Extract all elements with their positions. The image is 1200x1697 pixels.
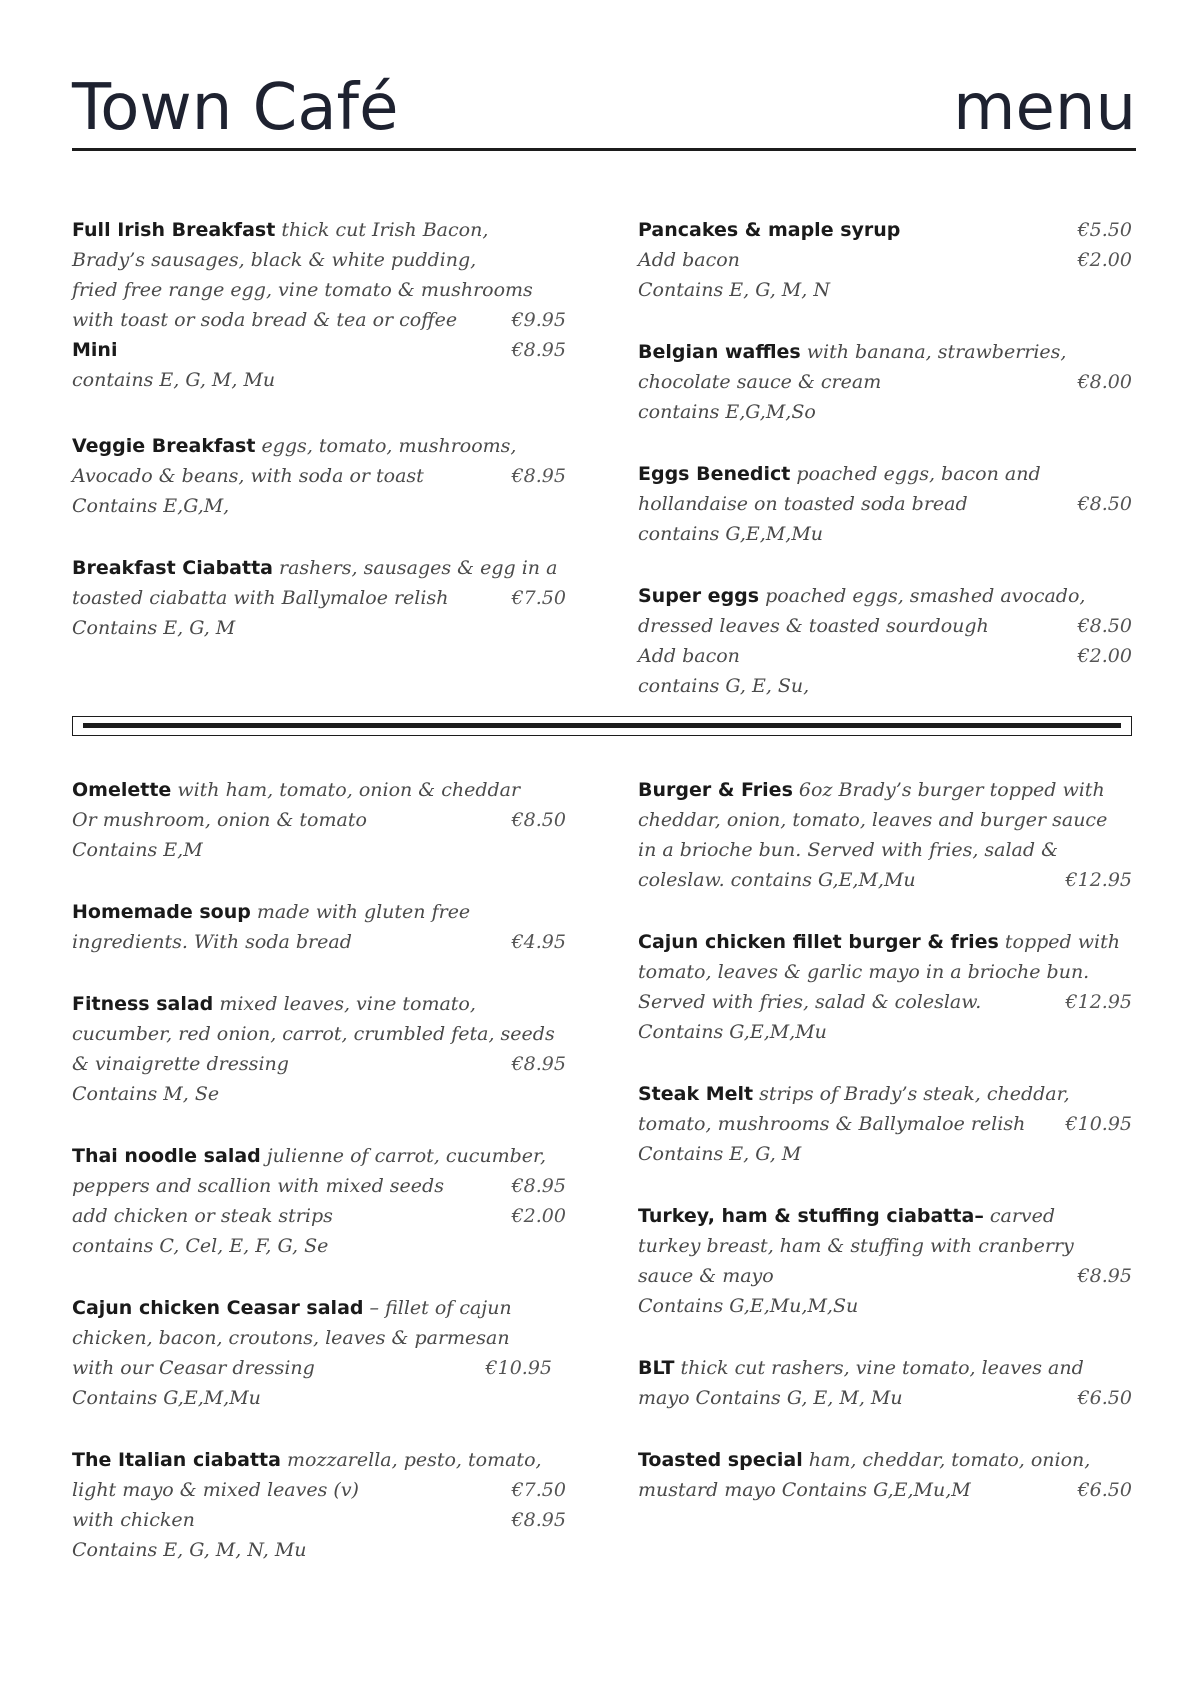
menu-item-homemade-soup	[72, 897, 566, 957]
menu-line	[72, 431, 566, 461]
item-description: ham, cheddar, tomato, onion,	[802, 1449, 1091, 1471]
menu-item-cajun-chicken-burger	[638, 927, 1132, 1047]
item-description: made with gluten free	[250, 901, 471, 923]
item-price: €7.50	[511, 1479, 566, 1501]
menu-line	[72, 1079, 566, 1109]
item-description: Brady’s sausages, black & white pudding,	[72, 249, 477, 271]
menu-item-burger-fries	[638, 775, 1132, 895]
item-price: €6.50	[1077, 1479, 1132, 1501]
item-description: thick cut Irish Bacon,	[275, 219, 489, 241]
item-price: €8.95	[511, 1053, 566, 1075]
menu-line	[72, 1535, 566, 1565]
item-description: cheddar, onion, tomato, leaves and burger sauce	[638, 809, 1108, 831]
item-description: Add bacon	[638, 645, 740, 667]
item-description: hollandaise on toasted soda bread	[638, 493, 968, 515]
item-description: tomato, mushrooms & Ballymaloe relish	[638, 1113, 1026, 1135]
menu-line	[72, 805, 566, 835]
menu-item-thai-noodle-salad	[72, 1141, 566, 1261]
menu-line	[638, 927, 1132, 957]
item-description: poached eggs, smashed avocado,	[759, 585, 1086, 607]
menu-line	[72, 553, 566, 583]
menu-line	[72, 1383, 566, 1413]
menu-line	[638, 275, 1132, 305]
item-description: sauce & mayo	[638, 1265, 774, 1287]
item-description: & vinaigrette dressing	[72, 1053, 289, 1075]
item-description: poached eggs, bacon and	[790, 463, 1041, 485]
menu-line	[72, 1445, 566, 1475]
menu-line	[72, 897, 566, 927]
menu-line	[638, 1261, 1132, 1291]
menu-line	[72, 1323, 566, 1353]
item-price: €8.50	[511, 809, 566, 831]
item-name: Mini	[72, 339, 118, 361]
item-name: Belgian waffles	[638, 341, 801, 363]
item-name: Super eggs	[638, 585, 760, 607]
menu-item-blt	[638, 1353, 1132, 1413]
menu-item-belgian-waffles	[638, 337, 1132, 427]
item-description: Or mushroom, onion & tomato	[72, 809, 367, 831]
menu-line	[638, 641, 1132, 671]
item-description: Contains G,E,Mu,M,Su	[638, 1295, 859, 1317]
menu-item-breakfast-ciabatta	[72, 553, 566, 643]
item-description: Add bacon	[638, 249, 740, 271]
item-description: with banana, strawberries,	[800, 341, 1067, 363]
menu-line	[638, 1231, 1132, 1261]
item-price: €2.00	[1077, 645, 1132, 667]
menu-line	[638, 581, 1132, 611]
menu-line	[638, 1201, 1132, 1231]
menu-line	[638, 671, 1132, 701]
item-price: €9.95	[511, 309, 566, 331]
item-description: dressed leaves & toasted sourdough	[638, 615, 989, 637]
menu-line	[72, 583, 566, 613]
menu-line	[72, 245, 566, 275]
menu-line	[72, 1475, 566, 1505]
menu-line	[72, 1353, 566, 1383]
item-description: contains E, G, M, Mu	[72, 369, 276, 391]
item-description: Contains M, Se	[72, 1083, 220, 1105]
item-name: Turkey, ham & stuffing ciabatta–	[638, 1205, 984, 1227]
item-description: coleslaw. contains G,E,M,Mu	[638, 869, 916, 891]
menu-item-toasted-special	[638, 1445, 1132, 1505]
item-price: €4.95	[511, 931, 566, 953]
menu-item-italian-ciabatta	[72, 1445, 566, 1565]
menu-line	[638, 987, 1132, 1017]
menu-item-veggie-breakfast	[72, 431, 566, 521]
menu-line	[638, 1445, 1132, 1475]
menu-line	[72, 1505, 566, 1535]
item-name: Fitness salad	[72, 993, 214, 1015]
item-description: Contains E,G,M,	[72, 495, 230, 517]
menu-line	[72, 275, 566, 305]
item-description: thick cut rashers, vine tomato, leaves and	[674, 1357, 1084, 1379]
item-description: toasted ciabatta with Ballymaloe relish	[72, 587, 449, 609]
menu-line	[638, 1079, 1132, 1109]
menu-line	[638, 1109, 1132, 1139]
item-description: mixed leaves, vine tomato,	[213, 993, 476, 1015]
item-description: strips of Brady’s steak, cheddar,	[753, 1083, 1070, 1105]
menu-item-omelette	[72, 775, 566, 865]
item-description: add chicken or steak strips	[72, 1205, 333, 1227]
menu-line	[72, 305, 566, 335]
item-description: mozzarella, pesto, tomato,	[280, 1449, 542, 1471]
menu-line	[72, 335, 566, 365]
item-price: €8.95	[511, 1509, 566, 1531]
menu-line	[638, 1291, 1132, 1321]
menu-header	[72, 70, 1136, 151]
menu-item-cajun-ceasar-salad	[72, 1293, 566, 1413]
item-name: Cajun chicken Ceasar salad	[72, 1297, 364, 1319]
menu-line	[72, 613, 566, 643]
item-description: contains C, Cel, E, F, G, Se	[72, 1235, 329, 1257]
item-description: contains E,G,M,So	[638, 401, 816, 423]
item-name: Toasted special	[638, 1449, 803, 1471]
item-description: Contains E, G, M	[638, 1143, 802, 1165]
menu-item-super-eggs	[638, 581, 1132, 701]
item-description: peppers and scallion with mixed seeds	[72, 1175, 444, 1197]
item-description: contains G,E,M,Mu	[638, 523, 824, 545]
item-price: €8.50	[1077, 493, 1132, 515]
item-price: €7.50	[511, 587, 566, 609]
item-description: light mayo & mixed leaves (v)	[72, 1479, 359, 1501]
item-price: €12.95	[1065, 869, 1132, 891]
menu-line	[72, 215, 566, 245]
item-description: chocolate sauce & cream	[638, 371, 882, 393]
item-description: Contains G,E,M,Mu	[638, 1021, 827, 1043]
menu-line	[72, 1231, 566, 1261]
item-price: €8.95	[511, 465, 566, 487]
menu-line	[72, 1201, 566, 1231]
item-name: Breakfast Ciabatta	[72, 557, 273, 579]
item-price: €6.50	[1077, 1387, 1132, 1409]
item-description: ingredients. With soda bread	[72, 931, 352, 953]
item-description: in a brioche bun. Served with fries, salad &	[638, 839, 1058, 861]
menu-line	[638, 957, 1132, 987]
menu-line	[638, 775, 1132, 805]
item-price: €8.00	[1077, 371, 1132, 393]
item-name: Eggs Benedict	[638, 463, 791, 485]
item-price: €8.95	[511, 1175, 566, 1197]
menu-label: menu	[953, 71, 1136, 145]
menu-line	[72, 775, 566, 805]
divider-rule	[83, 723, 1121, 728]
menu-line	[638, 519, 1132, 549]
menu-item-fitness-salad	[72, 989, 566, 1109]
menu-line	[638, 215, 1132, 245]
menu-line	[638, 835, 1132, 865]
item-name: Steak Melt	[638, 1083, 754, 1105]
menu-line	[72, 1049, 566, 1079]
item-name: Burger & Fries	[638, 779, 793, 801]
menu-item-full-irish	[72, 215, 566, 395]
item-description: 6oz Brady’s burger topped with	[792, 779, 1105, 801]
menu-line	[72, 1171, 566, 1201]
item-price: €8.95	[1077, 1265, 1132, 1287]
item-price: €2.00	[1077, 249, 1132, 271]
menu-line	[638, 367, 1132, 397]
menu-item-pancakes	[638, 215, 1132, 305]
item-description: with toast or soda bread & tea or coffee	[72, 309, 458, 331]
item-price: €10.95	[1065, 1113, 1132, 1135]
menu-line	[638, 337, 1132, 367]
menu-line	[638, 1139, 1132, 1169]
menu-line	[72, 1141, 566, 1171]
item-description: with our Ceasar dressing	[72, 1357, 315, 1379]
menu-line	[638, 1383, 1132, 1413]
menu-line	[72, 365, 566, 395]
item-description: julienne of carrot, cucumber,	[260, 1145, 547, 1167]
menu-line	[72, 927, 566, 957]
section-divider	[72, 716, 1132, 736]
item-name: Homemade soup	[72, 901, 251, 923]
item-name: Cajun chicken fillet burger & fries	[638, 931, 999, 953]
menu-line	[638, 489, 1132, 519]
menu-item-eggs-benedict	[638, 459, 1132, 549]
menu-line	[72, 1293, 566, 1323]
menu-line	[638, 397, 1132, 427]
menu-line	[638, 459, 1132, 489]
item-price: €12.95	[1065, 991, 1132, 1013]
menu-line	[72, 461, 566, 491]
item-name: Pancakes & maple syrup	[638, 219, 901, 241]
item-description: carved	[983, 1205, 1056, 1227]
item-price: €8.95	[511, 339, 566, 361]
item-description: tomato, leaves & garlic mayo in a brioche bun.	[638, 961, 1090, 983]
menu-line	[638, 1017, 1132, 1047]
item-price: €8.50	[1077, 615, 1132, 637]
item-description: turkey breast, ham & stuffing with cranberry	[638, 1235, 1074, 1257]
item-description: mustard mayo Contains G,E,Mu,M	[638, 1479, 971, 1501]
item-description: topped with	[998, 931, 1120, 953]
item-description: mayo Contains G, E, M, Mu	[638, 1387, 903, 1409]
menu-line	[638, 1475, 1132, 1505]
menu-line	[638, 865, 1132, 895]
item-description: rashers, sausages & egg in a	[272, 557, 558, 579]
menu-line	[638, 245, 1132, 275]
menu-line	[72, 835, 566, 865]
menu-line	[638, 1353, 1132, 1383]
item-description: Served with fries, salad & coleslaw.	[638, 991, 982, 1013]
item-name: Full Irish Breakfast	[72, 219, 276, 241]
cafe-name: Town Café	[72, 71, 399, 145]
menu-line	[72, 989, 566, 1019]
item-description: cucumber, red onion, carrot, crumbled feta, seeds	[72, 1023, 555, 1045]
menu-line	[72, 491, 566, 521]
item-name: Omelette	[72, 779, 172, 801]
item-price: €2.00	[511, 1205, 566, 1227]
item-description: Contains G,E,M,Mu	[72, 1387, 261, 1409]
menu-item-steak-melt	[638, 1079, 1132, 1169]
menu-item-turkey-ciabatta	[638, 1201, 1132, 1321]
item-description: Contains E, G, M	[72, 617, 236, 639]
item-description: chicken, bacon, croutons, leaves & parmesan	[72, 1327, 510, 1349]
menu-line	[638, 611, 1132, 641]
item-price: €10.95	[485, 1357, 552, 1379]
item-description: Contains E, G, M, N, Mu	[72, 1539, 307, 1561]
item-description: eggs, tomato, mushrooms,	[255, 435, 517, 457]
item-name: The Italian ciabatta	[72, 1449, 281, 1471]
menu-line	[638, 805, 1132, 835]
item-description: Avocado & beans, with soda or toast	[72, 465, 424, 487]
item-description: with chicken	[72, 1509, 195, 1531]
menu-line	[72, 1019, 566, 1049]
item-description: – fillet of cajun	[363, 1297, 512, 1319]
item-description: contains G, E, Su,	[638, 675, 810, 697]
item-description: Contains E,M	[72, 839, 203, 861]
item-price: €5.50	[1077, 219, 1132, 241]
item-name: Thai noodle salad	[72, 1145, 261, 1167]
item-description: Contains E, G, M, N	[638, 279, 830, 301]
item-description: with ham, tomato, onion & cheddar	[171, 779, 521, 801]
item-description: fried free range egg, vine tomato & mushrooms	[72, 279, 533, 301]
item-name: Veggie Breakfast	[72, 435, 256, 457]
item-name: BLT	[638, 1357, 675, 1379]
